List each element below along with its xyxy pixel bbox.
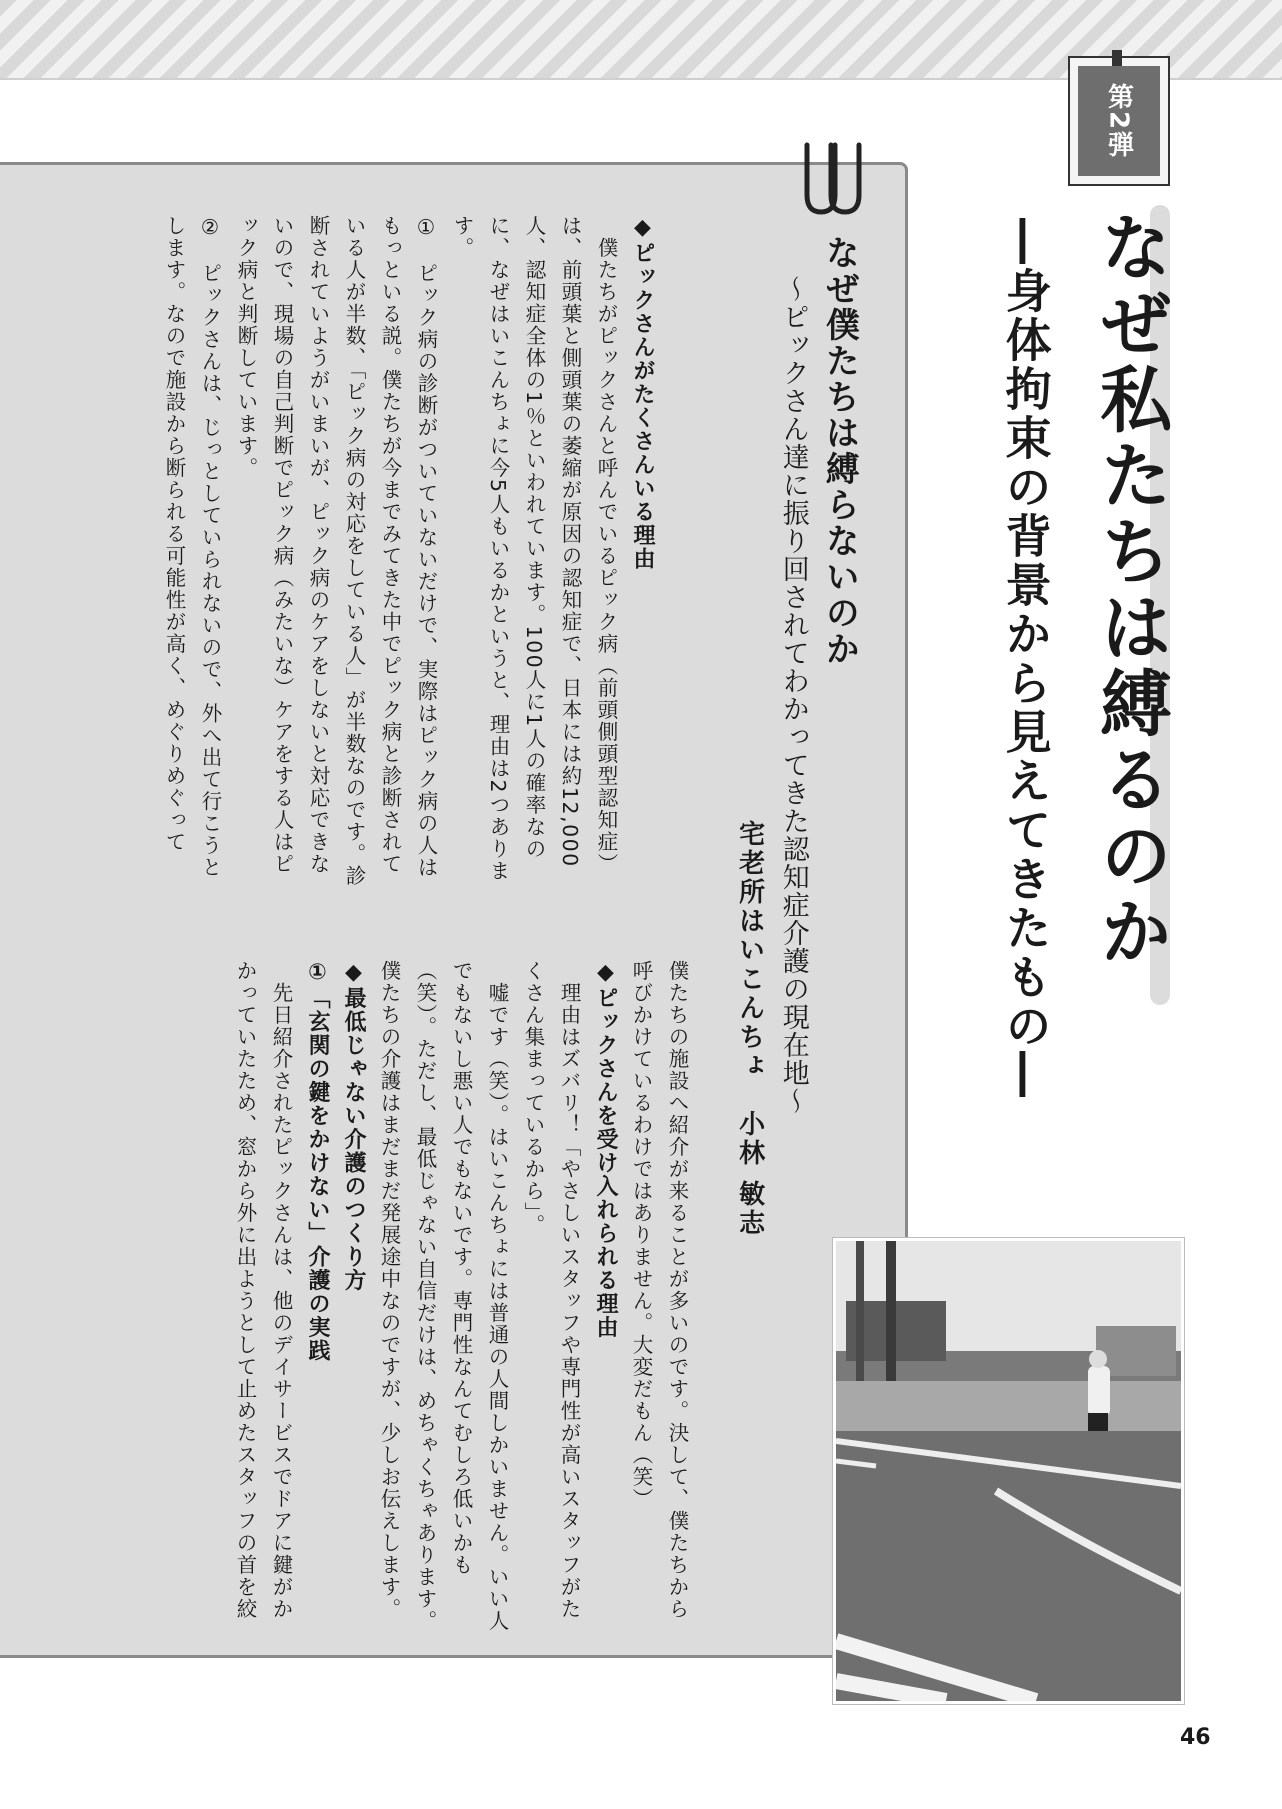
main-title: なぜ私たちは縛るのか: [1088, 210, 1173, 970]
paragraph: 理由はズバリ！「やさしいスタッフや専門性が高いスタッフがたくさん集まっているから」。: [521, 960, 581, 1620]
street-photo: [833, 1238, 1184, 1704]
paragraph: ① ピック病の診断がついていないだけで、実際はピック病の人はもっといる説。僕たちが今までみてきた中でピック病と診断されている人が半数、「ピック病の対応をしている人」が半数なのです。診断されていようがいまいが、ピック病のケアをしないと対応できないので、現場の自己判断でピック病（みたいな）ケアをする人はピック病と判断しています。: [234, 215, 438, 887]
street-photo-image: [836, 1241, 1181, 1701]
subsection-heading: ①「玄関の鍵をかけない」介護の実践: [305, 960, 330, 1363]
paperclip-icon: [795, 140, 865, 220]
section-heading: ◆ピックさんを受け入れられる理由: [593, 960, 618, 1339]
paragraph: 先日紹介されたピックさんは、他のデイサービスでドアに鍵がかかっていたため、窓から外に出ようとして止めたスタッフの首を絞: [233, 960, 293, 1620]
paragraph: 僕たちの施設へ紹介が来ることが多いのです。決して、僕たちから呼びかけているわけではありません。大変だもん（笑）: [629, 960, 689, 1620]
section-heading: ◆ピックさんがたくさんいる理由: [630, 215, 655, 571]
page-number: 46: [1180, 1725, 1211, 1750]
article-title: なぜ僕たちは縛らないのか: [819, 235, 860, 667]
article-body-upper: [120, 215, 660, 890]
badge-label: 第2弾: [1078, 66, 1160, 176]
section-heading: ◆最低じゃない介護のつくり方: [341, 960, 366, 1292]
paragraph: 嘘です（笑）。はいこんちょには普通の人間しかいません。いい人でもないし悪い人でもないです。専門性なんてむしろ低いかも（笑）。ただし、最低じゃない自信だけは、めちゃくちゃあります。僕たちの介護はまだまだ発展途中なのですが、少しお伝えします。: [377, 960, 509, 1632]
paragraph: 僕たちがピックさんと呼んでいるピック病（前頭側頭型認知症）は、前頭葉と側頭葉の萎縮が原因の認知症で、日本には約12,000人、認知症全体の1％といわれています。100人に1人の確率なのに、なぜはいこんちょに今5人もいるかというと、理由は2つあります。: [450, 215, 618, 883]
article-byline: 宅老所はいこんちょ 小林 敏志: [734, 820, 765, 1239]
article-subtitle: ～ピックさん達に振り回されてわかってきた認知症介護の現在地～: [777, 275, 809, 1115]
paragraph: ② ピックさんは、じっとしていられないので、外へ出て行こうとします。なので施設から断られる可能性が高く、めぐりめぐって: [162, 215, 222, 879]
article-body-lower: [175, 960, 695, 1640]
sub-title: ―身体拘束の背景から見えてきたもの―: [998, 218, 1053, 1100]
series-badge: [1068, 56, 1170, 186]
